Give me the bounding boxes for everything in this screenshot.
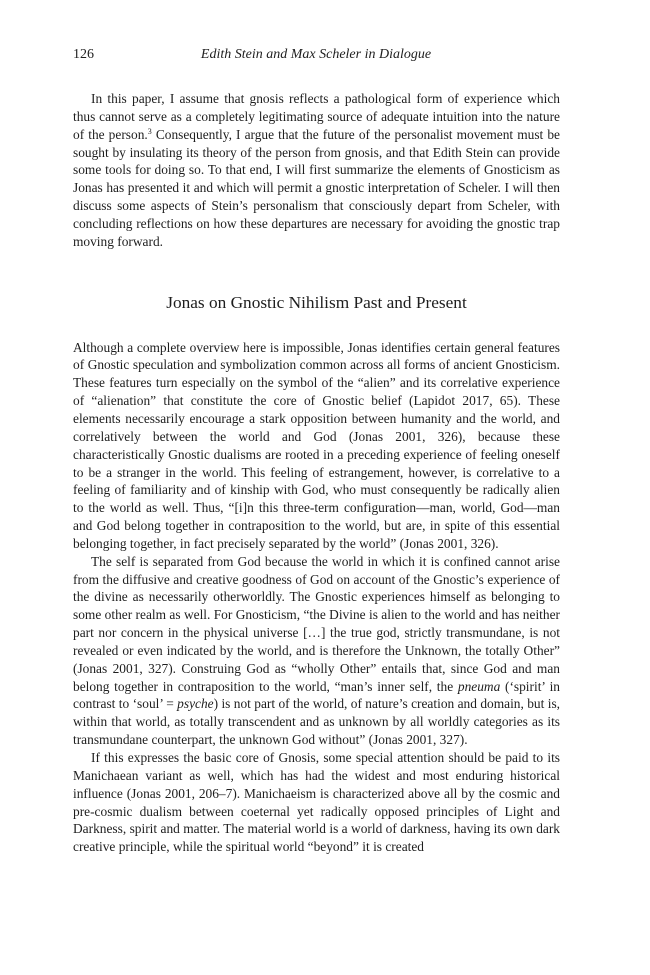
paragraph-self-separated-text-c: ) is not part of the world, of nature’s creation and domain, but is, within that world, as totally transcendent and as unknown by all worldly categories as its transmundane counterpart, the unknown God without” (Jonas 2001, 327).	[73, 696, 561, 748]
term-pneuma: pneuma	[457, 678, 501, 694]
term-psyche: psyche	[177, 696, 214, 712]
section-heading: Jonas on Gnostic Nihilism Past and Present	[166, 292, 467, 312]
paragraph-intro-text-a: In this paper, I assume that gnosis reflects a pathological form of experience which thus cannot serve as a completely legitimating source of adequate intuition into the nature of the person.	[73, 91, 560, 142]
paragraph-intro	[73, 90, 560, 251]
page-number: 126	[73, 47, 94, 62]
paragraph-self-separated-text-a: The self is separated from God because the world in which it is confined cannot arise from the diffusive and creative goodness of God on account of the Gnostic’s experience of the divine as necessarily otherworldly. The Gnostic experiences himself as belonging to some other realm as well. For Gnosticism, “the Divine is alien to the world and has neither part nor concern in the physical universe […] the true god, strictly transmundane, is not revealed or even indicated by the world, and is therefore the Unknown, the totally Other” (Jonas 2001, 327). Construing God as “wholly Other” entails that, since God and man belong together in contraposition to the world, “man’s inner self, the	[73, 553, 560, 694]
paragraph-self-separated	[73, 553, 560, 749]
running-title: Edith Stein and Max Scheler in Dialogue	[200, 47, 432, 62]
footnote-marker: 3	[147, 126, 152, 136]
paragraph-intro-text-b: Consequently, I argue that the future of the personalist movement must be sought by insulating its theory of the person from gnosis, and that Edith Stein can provide some tools for doing so. To that end, I will first summarize the elements of Gnosticism as Jonas has presented it and which will permit a gnostic interpretation of Scheler. I will then discuss some aspects of Stein’s personalism that consciously depart from Scheler, with concluding reflections on how these departures are necessary for avoiding the gnostic trap moving forward.	[73, 126, 560, 249]
paragraph-self-separated-text-b: (‘spirit’ in contrast to ‘soul’ =	[73, 678, 561, 712]
paragraph-gnostic-features: Although a complete overview here is impossible, Jonas identifies certain general features of Gnostic speculation and symbolization common across all forms of ancient Gnosticism. These features turn especially on the symbol of the “alien” and its correlative experience of “alienation” that constitute the core of Gnostic belief (Lapidot 2017, 65). These elements necessarily encourage a stark opposition between humanity and the world, and correlatively between the world and God (Jonas 2001, 326), because these characteristically Gnostic dualisms are rooted in a preceding experience of feeling oneself to be a stranger in the world. This feeling of estrangement, however, is correlative to a feeling of familiarity and of kinship with God, who must consequently be radically alien to the world as well. Thus, “[i]n this three-term configuration—man, world, God—man and God belong together in contraposition to the world, but are, in spite of this essential belonging together, in fact precisely separated by the world” (Jonas 2001, 326).	[73, 339, 560, 551]
page-header	[73, 47, 559, 65]
body-text	[73, 90, 560, 856]
paragraph-manichaean: If this expresses the basic core of Gnosis, some special attention should be paid to its Manichaean variant as well, which has had the widest and most enduring historical influence (Jonas 2001, 206–7). Manichaeism is characterized above all by the cosmic and pre-cosmic dualism between coeternal yet radically opposed principles of Light and Darkness, spirit and matter. The material world is a world of darkness, having its own dark creative principle, while the spiritual world “beyond” it is created	[73, 750, 560, 855]
